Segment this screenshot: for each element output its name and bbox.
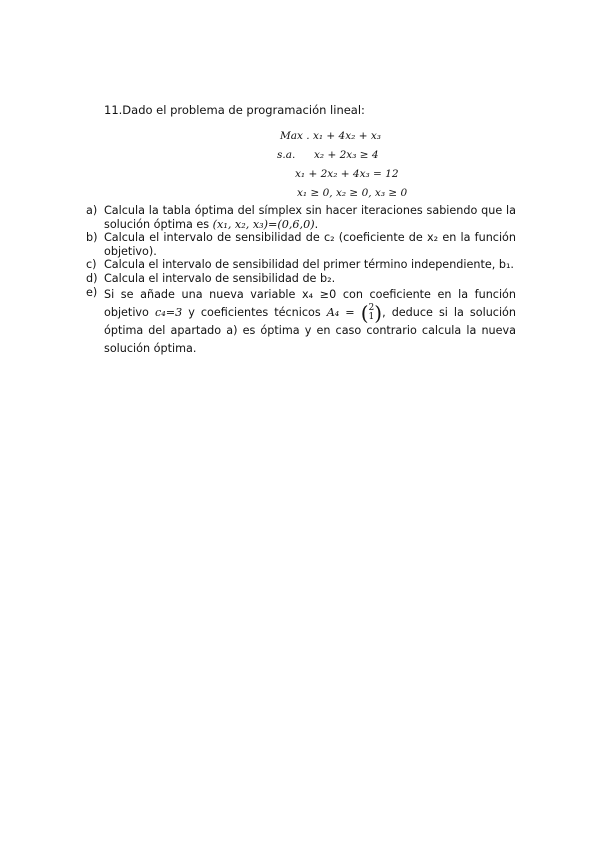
item-label: c) xyxy=(86,258,97,272)
item-text: Calcula la tabla óptima del símplex sin hacer iteraciones sabiendo que la solución óptima es xyxy=(104,204,516,231)
a4-math: A₄ = xyxy=(326,305,355,319)
item-text-end: , deduce si la solución óptima del apartado a) es óptima y en caso contrario calcula la nueva solución óptima. xyxy=(104,305,516,355)
item-text: Calcula el intervalo de sensibilidad de c₂ (coeficiente de x₂ en la función objetivo). xyxy=(104,231,516,258)
c4-math: c₄=3 xyxy=(154,305,183,319)
constraint-label: s.a. xyxy=(277,149,296,161)
list-item xyxy=(86,286,516,358)
item-text-end: . xyxy=(314,217,319,231)
item-text-mid: y coeficientes técnicos xyxy=(182,305,327,319)
item-label: b) xyxy=(86,231,98,245)
list-item xyxy=(86,272,516,286)
vector-bottom: 1 xyxy=(368,311,375,322)
list-item xyxy=(86,204,516,231)
right-paren: ) xyxy=(374,300,383,325)
optimal-solution-math: (x₁, x₂, x₃)=(0,6,0) xyxy=(212,217,315,231)
nonnegativity-constraints: x₁ ≥ 0, x₂ ≥ 0, x₃ ≥ 0 xyxy=(297,187,408,199)
item-label: e) xyxy=(86,285,98,299)
question-list xyxy=(86,204,516,358)
item-text: Calcula el intervalo de sensibilidad del primer término independiente, b₁. xyxy=(104,258,514,272)
list-item xyxy=(86,231,516,258)
item-text: Si se añade una nueva variable x₄ ≥0 con coeficiente en la función objetivo xyxy=(104,287,516,319)
vector-top: 2 xyxy=(368,302,375,313)
left-paren: ( xyxy=(360,300,369,325)
item-text: Calcula el intervalo de sensibilidad de b₂. xyxy=(104,271,336,285)
item-label: a) xyxy=(86,204,98,217)
constraint-1: x₂ + 2x₃ ≥ 4 xyxy=(314,149,379,161)
list-item xyxy=(86,258,516,272)
item-label: d) xyxy=(86,271,98,285)
constraint-2: x₁ + 2x₂ + 4x₃ = 12 xyxy=(295,168,399,180)
problem-title: 11.Dado el problema de programación lineal: xyxy=(104,103,365,117)
objective-function: Max . x₁ + 4x₂ + x₃ xyxy=(280,130,381,142)
